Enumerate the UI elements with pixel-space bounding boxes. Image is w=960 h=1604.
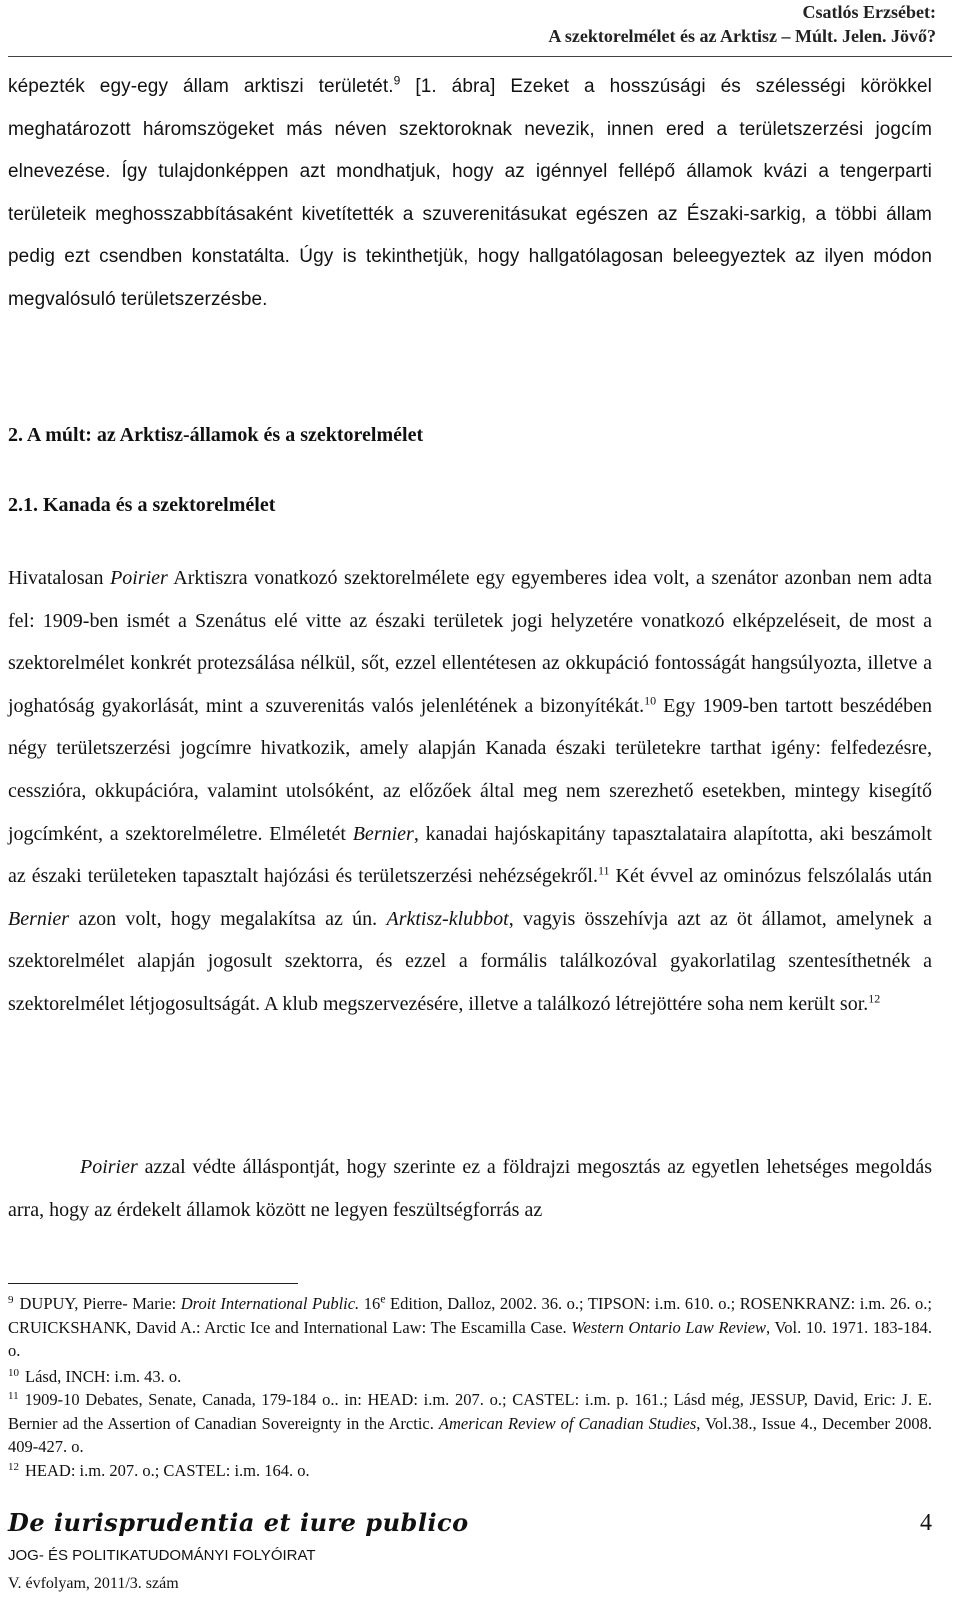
- footnote-10-text: Lásd, INCH: i.m. 43. o.: [25, 1367, 182, 1386]
- header-title: A szektorelmélet és az Arktisz – Múlt. Jelen. Jövő?: [548, 26, 936, 46]
- footnote-10: [8, 1365, 932, 1389]
- p1-text-a: képezték egy-egy állam arktiszi területét.: [8, 76, 394, 97]
- header-rule: [8, 56, 952, 57]
- section-heading-2-1: 2.1. Kanada és a szektorelmélet: [8, 494, 276, 516]
- footnote-9-title: Droit International Public.: [180, 1294, 360, 1313]
- footnote-ref-12[interactable]: 12: [868, 991, 881, 1006]
- footnote-11: [8, 1388, 932, 1459]
- p1-text-b: [1. ábra] Ezeket a hosszúsági és szélességi körökkel meghatározott háromszögeket más néven szektoroknak nevezik, innen ered a területszerzési jogcím elnevezése. Így tulajdonképpen azt mondhatjuk, hogy az igénnyel fellépő államok kvázi a tengerparti területeik meghosszabbításaként kivetítették a szuverenitásukat egészen az Északi-sarkig, a többi állam pedig ezt csendben konstatálta. Úgy is tekinthetjük, hogy hallgatólagosan beleegyeztek az ilyen módon megvalósuló területszerzésbe.: [8, 76, 932, 310]
- footnote-9-number: 9: [8, 1293, 14, 1306]
- footnote-9-sup-e: e: [380, 1291, 386, 1306]
- paragraph-3: [8, 1146, 932, 1231]
- journal-title: De iurisprudentia et iure publico: [8, 1508, 469, 1537]
- footnote-rule: [8, 1283, 298, 1284]
- page-number: 4: [920, 1510, 932, 1536]
- footnote-10-number: 10: [8, 1366, 19, 1379]
- footnote-12-number: 12: [8, 1460, 19, 1473]
- section-heading-2: 2. A múlt: az Arktisz-államok és a szektorelmélet: [8, 424, 424, 446]
- p2-text-a: Hivatalosan: [8, 567, 111, 589]
- footnote-11-journal: American Review of Canadian Studies: [438, 1413, 697, 1433]
- footnote-9: [8, 1292, 932, 1363]
- footnote-11-text-a: 1909-10 Debates, Senate, Canada, 179-184 o.. in: HEAD: i.m. 207. o.; CASTEL: i.m. p. 161.; Lásd még, JESSUP, David, Eric: J. E. Bernier ad the Assertion of Canadian Sovereignty in the Arctic.: [8, 1390, 932, 1433]
- footnote-11-text-b: , Vol.38., Issue 4., December 2008. 409-427. o.: [8, 1413, 932, 1456]
- p2-text-d: , kanadai hajóskapitány tapasztalataira alapította, aki beszámolt az északi területeken tapasztalt hajózási és területszerzési nehézségekről.: [8, 822, 932, 888]
- footnote-9-text-a: DUPUY, Pierre- Marie:: [19, 1294, 181, 1313]
- footnote-12: [8, 1459, 932, 1483]
- footnote-9-text-c: Edition, Dalloz, 2002. 36. o.; TIPSON: i.m. 610. o.; ROSENKRANZ: i.m. 26. o.; CRUICKSHANK, David A.: Arctic Ice and International Law: The Escamilla Case.: [8, 1294, 932, 1337]
- p3-name-poirier: Poirier: [80, 1156, 138, 1178]
- footnote-9-journal: Western Ontario Law Review: [571, 1317, 767, 1337]
- p2-text-e: Két évvel az ominózus felszólalás után: [609, 865, 932, 888]
- p2-arktisz-klub: Arktisz-klubbot: [386, 907, 509, 930]
- p2-text-g: , vagyis összehívja azt az öt államot, amelynek a szektorelmélet alapján jogosult szektorra, és ezzel a formális találkozóval gyakorlatilag szentesíthetnék a szektorelmélet létjogosultságát. A klub megszervezésére, illetve a találkozó létrejöttére soha nem került sor.: [8, 907, 933, 1015]
- footnote-11-number: 11: [8, 1389, 19, 1402]
- p2-text-c: Egy 1909-ben tartott beszédében négy területszerzési jogcímre hivatkozik, amely alapján Kanada északi területekre tarthat igény: felfedezésre, cesszióra, okkupációra, valamint utolsóként, az előzőek által meg nem szerezhető esetekben, mintegy kisegítő jogcímként, a szektorelméletre. Elméletét: [8, 694, 932, 845]
- p2-name-poirier: Poirier: [110, 567, 168, 589]
- p2-text-f: azon volt, hogy megalakítsa az ún.: [69, 907, 387, 930]
- journal-subtitle: JOG- ÉS POLITIKATUDOMÁNYI FOLYÓIRAT: [8, 1547, 316, 1564]
- footnote-ref-9[interactable]: 9: [393, 73, 401, 88]
- footnote-ref-11[interactable]: 11: [597, 863, 610, 878]
- p3-text-b: azzal védte álláspontját, hogy szerinte ez a földrajzi megosztás az egyetlen lehetséges megoldás arra, hogy az érdekelt államok között ne legyen feszültségforrás az: [8, 1156, 932, 1221]
- p2-name-bernier-2: Bernier: [8, 907, 70, 930]
- p2-name-bernier-1: Bernier: [352, 822, 414, 845]
- footnote-12-text: HEAD: i.m. 207. o.; CASTEL: i.m. 164. o.: [25, 1461, 310, 1480]
- running-header: [548, 0, 936, 48]
- p2-text-b: Arktiszra vonatkozó szektorelmélete egy egyemberes idea volt, a szenátor azonban nem adta fel: 1909-ben ismét a Szenátus elé vitte az északi területek jogi helyzetére vonatkozó elképzeléseit, de most a szektorelmélet konkrét protezsálása nélkül, sőt, ezzel ellentétesen az okkupáció fontosságát hangsúlyozta, illetve a joghatóság gyakorlását, mint a szuverenitás valós jelenlétének a bizonyítékát.: [8, 567, 932, 717]
- journal-volume: V. évfolyam, 2011/3. szám: [8, 1575, 179, 1592]
- footnote-9-text-b: 16: [359, 1294, 381, 1313]
- footnote-9-text-d: , Vol. 10. 1971. 183-184. o.: [8, 1317, 932, 1360]
- footnote-ref-10[interactable]: 10: [644, 693, 657, 708]
- header-author: Csatlós Erzsébet:: [802, 2, 936, 22]
- paragraph-2: [8, 557, 932, 1026]
- paragraph-1: [8, 66, 932, 322]
